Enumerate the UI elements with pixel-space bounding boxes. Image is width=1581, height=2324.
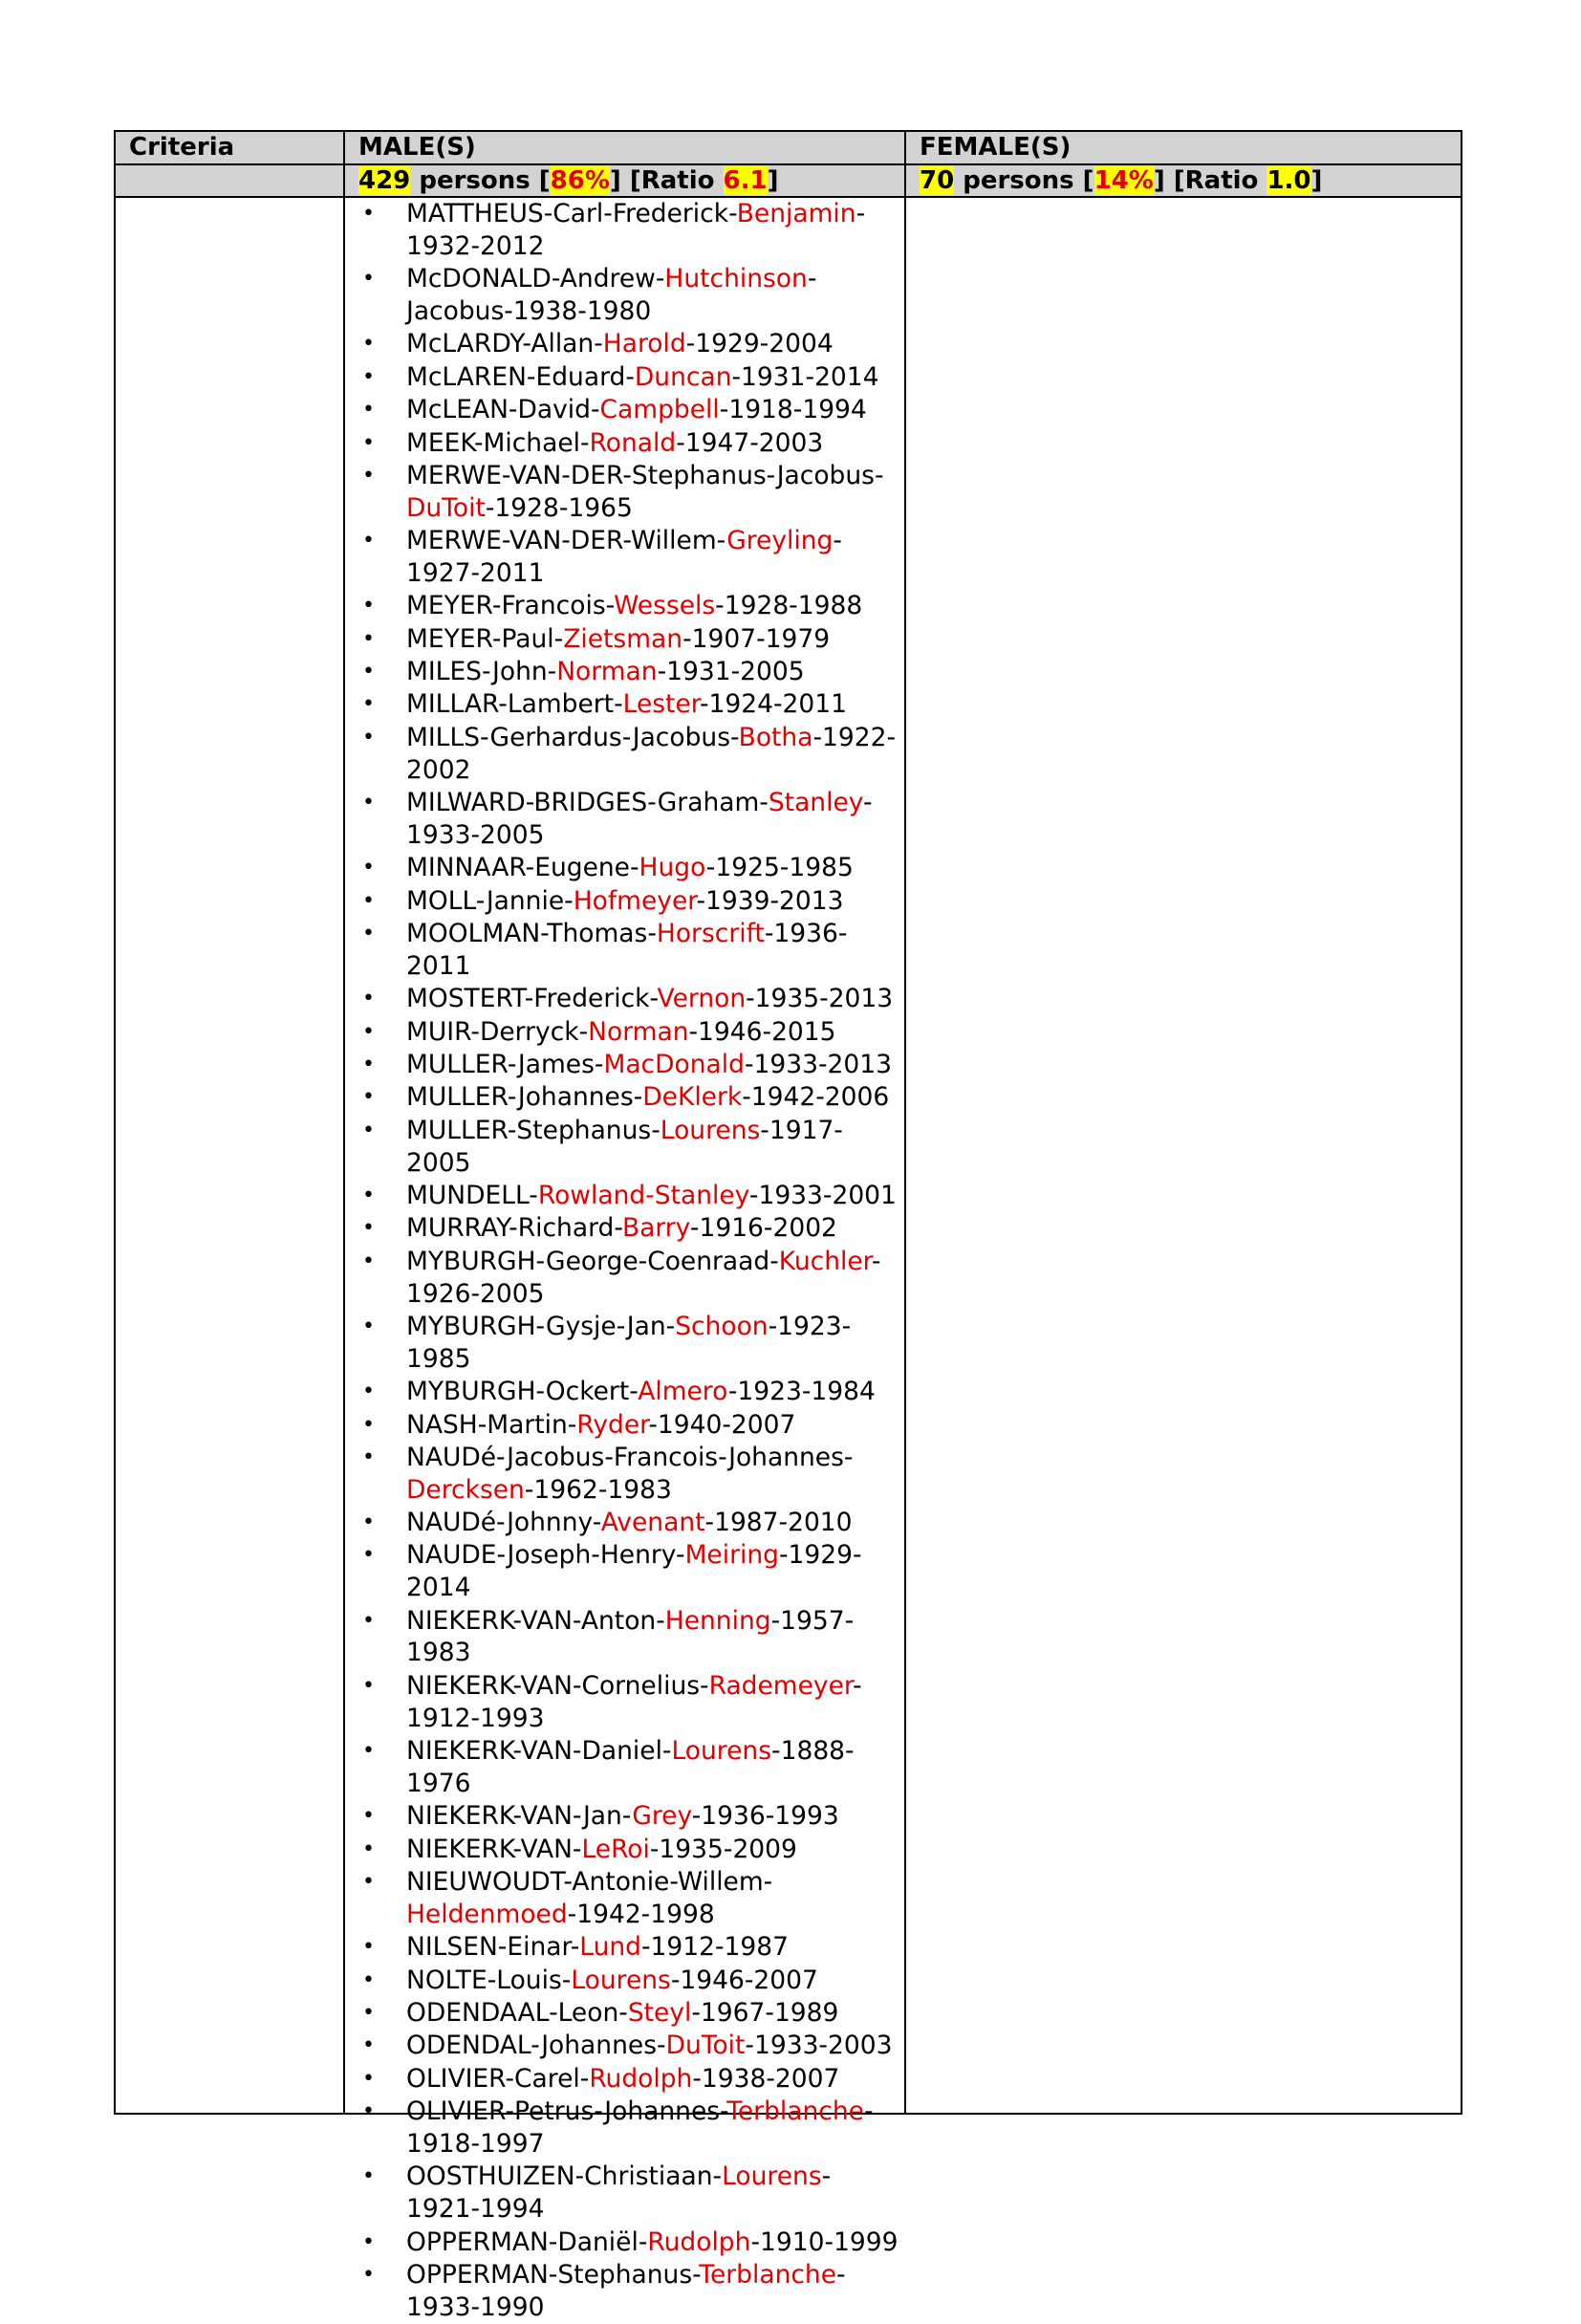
female-ratio: 1.0	[1267, 166, 1311, 195]
list-item	[345, 590, 906, 622]
list-item	[345, 427, 906, 460]
name-years: -1932-2012	[406, 199, 866, 261]
bullet-icon: •	[362, 364, 375, 389]
name-years: -1924-2011	[699, 689, 847, 720]
name-highlight: LeRoi	[581, 1834, 650, 1864]
name-years: -1962-1983	[524, 1474, 672, 1505]
name-years: -1918-1994	[719, 395, 867, 425]
bullet-icon: •	[362, 987, 375, 1011]
name-highlight: Vernon	[657, 984, 747, 1014]
list-item	[345, 1442, 906, 1507]
list-item	[345, 1834, 906, 1866]
name-highlight: Wessels	[614, 591, 716, 621]
female-percent: 14%	[1094, 166, 1154, 195]
name-years: -1925-1985	[705, 853, 854, 883]
name-part: NAUDé-Jacobus-Francois-Johannes-	[406, 1442, 854, 1472]
bullet-icon: •	[362, 1543, 375, 1568]
name-years: -1967-1989	[691, 1997, 839, 2028]
name-years: -1933-1990	[406, 2259, 846, 2322]
name-highlight: DuToit	[665, 2031, 746, 2061]
name-part: McLAREN-Eduard-	[406, 361, 635, 392]
list-item	[345, 2226, 906, 2259]
male-summary-mid: ] [Ratio	[609, 166, 724, 195]
name-highlight: Hutchinson	[664, 264, 808, 294]
bullet-icon: •	[362, 725, 375, 749]
bullet-icon: •	[362, 922, 375, 946]
name-years: -1933-2013	[744, 1050, 892, 1079]
name-highlight: Lourens	[571, 1965, 671, 1995]
bullet-icon: •	[362, 1249, 375, 1273]
name-highlight: DeKlerk	[642, 1082, 743, 1113]
bullet-icon: •	[362, 2164, 375, 2189]
bullet-icon: •	[362, 1804, 375, 1829]
name-highlight: Harold	[602, 329, 686, 359]
name-highlight: Stanley	[768, 788, 863, 818]
header-male-cell	[345, 132, 906, 163]
name-highlight: Hofmeyer	[573, 885, 697, 916]
name-highlight: Steyl	[627, 1997, 692, 2028]
male-summary	[345, 165, 904, 196]
name-part: MOOLMAN-Thomas-	[406, 919, 657, 949]
name-highlight: Dercksen	[406, 1474, 525, 1505]
list-item	[345, 525, 906, 590]
name-part: MEYER-Paul-	[406, 623, 564, 654]
bullet-icon: •	[362, 1739, 375, 1764]
bullet-icon: •	[362, 888, 375, 913]
male-names-cell	[345, 198, 906, 2322]
name-highlight: Benjamin	[736, 199, 856, 228]
name-part: MULLER-Stephanus-	[406, 1115, 661, 1145]
name-years: -1931-2014	[731, 361, 879, 392]
name-years: -1933-2003	[745, 2031, 893, 2061]
bullet-icon: •	[362, 1085, 375, 1110]
name-part: NOLTE-Louis-	[406, 1965, 572, 1995]
name-years: -1929-2014	[406, 1540, 862, 1603]
bullet-icon: •	[362, 2000, 375, 2025]
bullet-icon: •	[362, 660, 375, 684]
bullet-icon: •	[362, 1314, 375, 1338]
name-part: OLIVIER-Petrus-Johannes-	[406, 2096, 727, 2127]
list-item	[345, 328, 906, 360]
name-part: NIEKERK-VAN-Cornelius-	[406, 1670, 709, 1701]
bullet-icon: •	[362, 2099, 375, 2124]
list-item	[345, 1115, 906, 1180]
bullet-icon: •	[362, 1836, 375, 1861]
name-highlight: Norman	[588, 1016, 689, 1047]
name-years: -1940-2007	[648, 1409, 796, 1440]
bullet-icon: •	[362, 1608, 375, 1633]
name-years: -Jacobus-1938-1980	[406, 264, 817, 326]
name-part: MULLER-Johannes-	[406, 1082, 643, 1113]
male-summary-word: persons [	[410, 166, 551, 195]
name-years: -1936-1993	[691, 1801, 839, 1832]
bullet-icon: •	[362, 1444, 375, 1469]
header-female-cell	[906, 132, 1461, 163]
bullet-icon: •	[362, 529, 375, 554]
name-part: MEEK-Michael-	[406, 427, 590, 458]
name-highlight: Botha	[738, 722, 813, 752]
list-item	[345, 1049, 906, 1081]
list-item	[345, 1605, 906, 1670]
list-item	[345, 1866, 906, 1931]
list-item	[345, 1311, 906, 1376]
name-highlight: Norman	[556, 657, 658, 687]
bullet-icon: •	[362, 1412, 375, 1437]
body-criteria-cell	[116, 198, 345, 2113]
name-highlight: Ryder	[576, 1409, 649, 1440]
list-item	[345, 1212, 906, 1245]
name-part: NIEUWOUDT-Antonie-Willem-	[406, 1867, 773, 1898]
male-names-list	[345, 198, 906, 2324]
name-part: MYBURGH-George-Coenraad-	[406, 1246, 779, 1276]
bullet-icon: •	[362, 1935, 375, 1960]
name-highlight: Duncan	[634, 361, 732, 392]
name-part: OPPERMAN-Stephanus-	[406, 2259, 700, 2290]
female-count: 70	[920, 166, 955, 195]
male-count: 429	[358, 166, 411, 195]
name-years: -1942-1998	[567, 1899, 715, 1929]
list-item	[345, 1016, 906, 1049]
name-highlight: Lourens	[671, 1736, 772, 1767]
bullet-icon: •	[362, 791, 375, 815]
bullet-icon: •	[362, 2033, 375, 2058]
list-item	[345, 1376, 906, 1408]
header-criteria: Criteria	[129, 133, 235, 162]
name-part: McDONALD-Andrew-	[406, 264, 665, 294]
list-item	[345, 983, 906, 1015]
name-highlight: Campbell	[599, 395, 720, 425]
name-years: -1939-2013	[696, 885, 844, 916]
name-highlight: Rademeyer	[708, 1670, 854, 1701]
name-years: -1918-1997	[406, 2096, 874, 2159]
name-part: ODENDAAL-Leon-	[406, 1997, 628, 2028]
name-highlight: Meiring	[684, 1540, 779, 1571]
name-highlight: Lester	[622, 689, 700, 720]
list-item	[345, 2030, 906, 2062]
female-summary-cell	[906, 165, 1461, 196]
name-highlight: Rudolph	[589, 2063, 693, 2094]
bullet-icon: •	[362, 594, 375, 619]
name-years: -1912-1993	[406, 1670, 862, 1733]
list-item	[345, 1539, 906, 1604]
name-highlight: Rowland-Stanley	[537, 1180, 749, 1210]
name-part: MILLS-Gerhardus-Jacobus-	[406, 722, 739, 752]
male-summary-end: ]	[767, 166, 779, 195]
list-item	[345, 787, 906, 852]
list-item	[345, 722, 906, 787]
bullet-icon: •	[362, 332, 375, 357]
name-years: -1931-2005	[657, 657, 805, 687]
list-item	[345, 1409, 906, 1442]
female-summary-word: persons [	[954, 166, 1094, 195]
name-highlight: Greyling	[726, 526, 834, 556]
list-item	[345, 623, 906, 656]
name-highlight: Hugo	[639, 853, 706, 883]
name-years: -1928-1965	[485, 492, 633, 523]
name-highlight: Terblanche	[699, 2259, 837, 2290]
list-item	[345, 688, 906, 721]
name-years: -1923-1985	[406, 1311, 852, 1374]
bullet-icon: •	[362, 1053, 375, 1076]
list-item	[345, 1735, 906, 1800]
list-item	[345, 852, 906, 884]
male-percent: 86%	[550, 166, 610, 195]
name-highlight: Almero	[638, 1377, 728, 1407]
list-item	[345, 1507, 906, 1539]
name-part: MURRAY-Richard-	[406, 1213, 622, 1244]
name-part: MERWE-VAN-DER-Willem-	[406, 526, 727, 556]
list-item	[345, 885, 906, 918]
name-part: ODENDAL-Johannes-	[406, 2031, 666, 2061]
name-part: NILSEN-Einar-	[406, 1932, 580, 1963]
name-highlight: Grey	[632, 1801, 692, 1832]
name-years: -1987-2010	[704, 1508, 853, 1538]
list-item	[345, 460, 906, 525]
name-years: -1935-2009	[649, 1834, 797, 1864]
name-part: MILWARD-BRIDGES-Graham-	[406, 788, 769, 818]
name-years: -1923-1984	[727, 1377, 876, 1407]
name-years: -1921-1994	[406, 2161, 832, 2225]
name-part: MOSTERT-Frederick-	[406, 984, 658, 1014]
list-item	[345, 1180, 906, 1212]
list-item	[345, 1800, 906, 1833]
bullet-icon: •	[362, 430, 375, 455]
list-item	[345, 394, 906, 426]
bullet-icon: •	[362, 692, 375, 717]
name-highlight: Kuchler	[778, 1246, 872, 1276]
name-years: -1928-1988	[715, 591, 863, 621]
name-highlight: Rudolph	[647, 2226, 751, 2257]
name-highlight: Zietsman	[563, 623, 683, 654]
name-part: MYBURGH-Gysje-Jan-	[406, 1311, 676, 1341]
name-part: McLEAN-David-	[406, 395, 600, 425]
name-part: OLIVIER-Carel-	[406, 2063, 590, 2094]
name-years: -1936-2011	[406, 919, 848, 981]
list-item	[345, 2161, 906, 2226]
name-years: -1888-1976	[406, 1736, 855, 1798]
list-item	[345, 1965, 906, 1997]
name-highlight: Horscrift	[656, 919, 765, 949]
name-part: NAUDE-Joseph-Henry-	[406, 1540, 685, 1571]
name-highlight: Terblanche	[726, 2096, 864, 2127]
name-part: MYBURGH-Ockert-	[406, 1377, 639, 1407]
bullet-icon: •	[362, 267, 375, 292]
header-criteria-cell	[116, 132, 345, 163]
name-years: -1946-2015	[688, 1016, 836, 1047]
bullet-icon: •	[362, 2229, 375, 2254]
name-part: NASH-Martin-	[406, 1409, 577, 1440]
name-years: -1916-2002	[689, 1213, 837, 1244]
name-years: -1933-2005	[406, 788, 873, 850]
name-years: -1917-2005	[406, 1115, 843, 1178]
bullet-icon: •	[362, 2262, 375, 2287]
list-item	[345, 2096, 906, 2161]
list-item	[345, 1997, 906, 2030]
name-part: NAUDé-Johnny-	[406, 1508, 601, 1538]
name-highlight: Henning	[664, 1605, 771, 1636]
name-part: MATTHEUS-Carl-Frederick-	[406, 199, 737, 228]
name-part: MOLL-Jannie-	[406, 885, 574, 916]
name-years: -1929-2004	[685, 329, 834, 359]
name-part: MILES-John-	[406, 657, 557, 687]
female-names-cell	[906, 198, 1461, 2113]
name-years: -1957-1983	[406, 1605, 855, 1668]
list-item	[345, 2063, 906, 2096]
name-highlight: Schoon	[675, 1311, 769, 1341]
name-part: MEYER-Francois-	[406, 591, 615, 621]
name-years: -1947-2003	[676, 427, 824, 458]
name-years: -1933-2001	[748, 1180, 897, 1210]
male-summary-cell	[345, 165, 906, 196]
name-highlight: MacDonald	[603, 1050, 745, 1079]
female-summary-end: ]	[1310, 166, 1323, 195]
name-years: -1946-2007	[670, 1965, 818, 1995]
bullet-icon: •	[362, 1379, 375, 1404]
name-highlight: Lund	[579, 1932, 641, 1963]
bullet-icon: •	[362, 1870, 375, 1895]
list-item	[345, 2259, 906, 2324]
name-years: -1935-2013	[746, 984, 894, 1014]
bullet-icon: •	[362, 463, 375, 488]
male-ratio: 6.1	[723, 166, 768, 195]
name-years: -1907-1979	[682, 623, 831, 654]
name-part: MUNDELL-	[406, 1180, 538, 1210]
bullet-icon: •	[362, 626, 375, 651]
summary-criteria-cell	[116, 165, 345, 196]
bullet-icon: •	[362, 1118, 375, 1142]
list-item	[345, 263, 906, 328]
name-part: MULLER-James-	[406, 1050, 604, 1079]
name-years: -1942-2006	[742, 1082, 890, 1113]
name-part: NIEKERK-VAN-Anton-	[406, 1605, 665, 1636]
list-item	[345, 361, 906, 394]
data-table	[114, 130, 1462, 2322]
bullet-icon: •	[362, 1183, 375, 1207]
name-years: -1922-2002	[406, 722, 897, 785]
name-highlight: Barry	[621, 1213, 690, 1244]
name-part: OOSTHUIZEN-Christiaan-	[406, 2161, 723, 2192]
name-part: OPPERMAN-Daniël-	[406, 2226, 648, 2257]
bullet-icon: •	[362, 1510, 375, 1535]
name-years: -1927-2011	[406, 526, 842, 588]
name-highlight: Lourens	[660, 1115, 761, 1145]
list-item	[345, 1931, 906, 1964]
name-highlight: Ronald	[589, 427, 677, 458]
name-part: NIEKERK-VAN-Daniel-	[406, 1736, 672, 1767]
female-summary-mid: ] [Ratio	[1153, 166, 1267, 195]
list-item	[345, 1246, 906, 1311]
name-part: NIEKERK-VAN-Jan-	[406, 1801, 633, 1832]
name-part: NIEKERK-VAN-	[406, 1834, 582, 1864]
list-item	[345, 198, 906, 263]
name-part: MILLAR-Lambert-	[406, 689, 623, 720]
list-item	[345, 1081, 906, 1114]
bullet-icon: •	[362, 398, 375, 423]
list-item	[345, 918, 906, 983]
bullet-icon: •	[362, 1967, 375, 1992]
name-part: McLARDY-Allan-	[406, 329, 603, 359]
name-years: -1912-1987	[640, 1932, 789, 1963]
name-highlight: DuToit	[406, 492, 486, 523]
name-highlight: Heldenmoed	[406, 1899, 568, 1929]
header-row	[116, 132, 1461, 165]
bullet-icon: •	[362, 856, 375, 880]
bullet-icon: •	[362, 202, 375, 226]
list-item	[345, 1670, 906, 1735]
female-summary	[906, 165, 1461, 196]
name-years: -1910-1999	[750, 2226, 899, 2257]
summary-row	[116, 165, 1461, 198]
bullet-icon: •	[362, 1216, 375, 1241]
bullet-icon: •	[362, 1019, 375, 1044]
name-part: MUIR-Derryck-	[406, 1016, 589, 1047]
header-female: FEMALE(S)	[920, 133, 1072, 162]
name-years: -1926-2005	[406, 1246, 881, 1309]
bullet-icon: •	[362, 2066, 375, 2091]
bullet-icon: •	[362, 1673, 375, 1698]
header-male: MALE(S)	[358, 133, 476, 162]
name-highlight: Avenant	[600, 1508, 705, 1538]
name-part: MINNAAR-Eugene-	[406, 853, 639, 883]
name-part: MERWE-VAN-DER-Stephanus-Jacobus-	[406, 460, 884, 490]
name-highlight: Lourens	[722, 2161, 822, 2192]
body-row	[116, 198, 1461, 2322]
name-years: -1938-2007	[692, 2063, 840, 2094]
list-item	[345, 656, 906, 688]
